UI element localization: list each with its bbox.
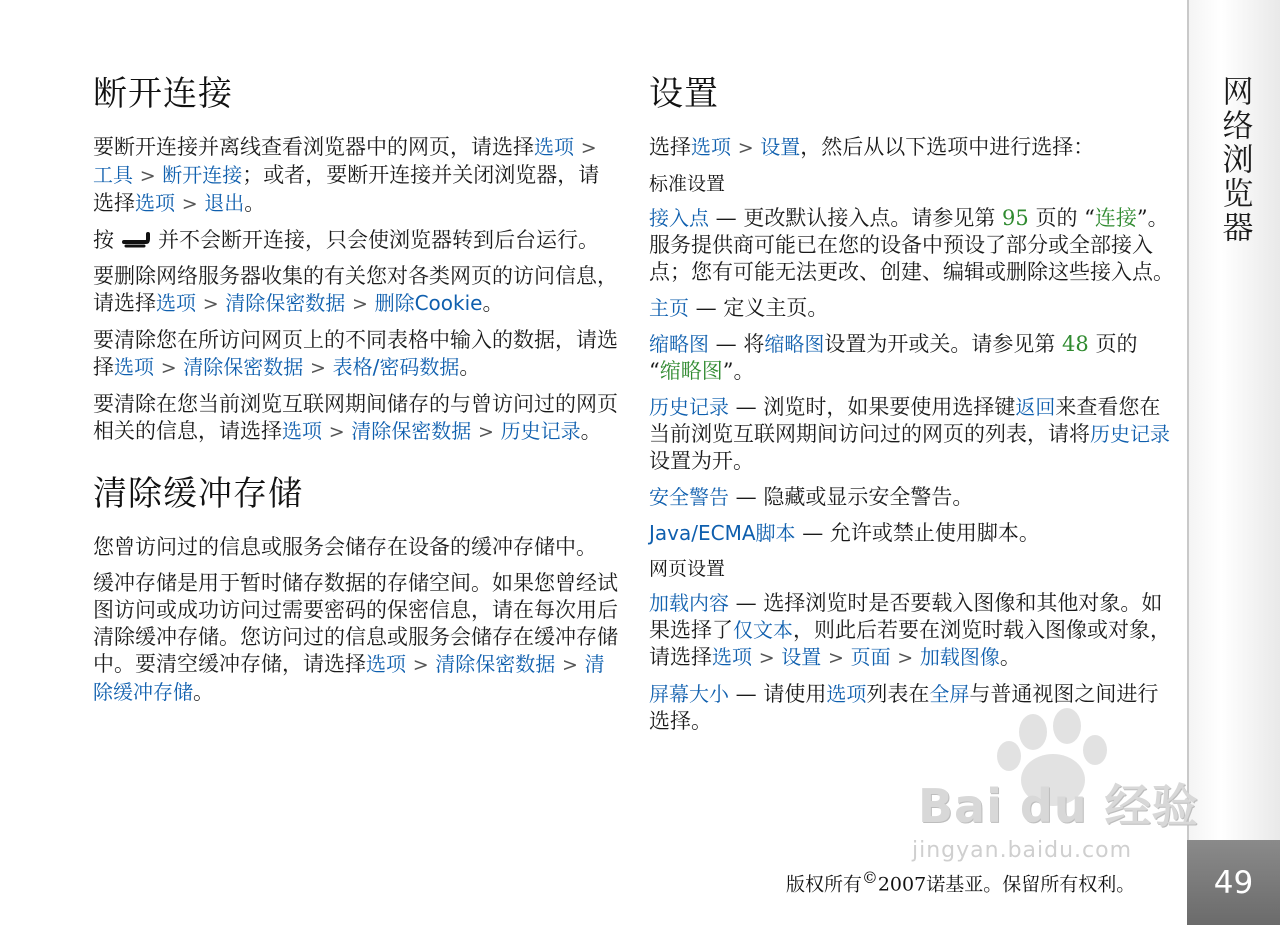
link-settings[interactable]: 设置 [781, 645, 822, 669]
text: ”。服务提供商可能已在您的设备中预设了部分或全部接入点；您有可能无法更改、创建、编辑或删除这些接入点。 [649, 206, 1174, 284]
link-form-password-data[interactable]: 表格/密码数据 [332, 355, 460, 379]
link-java-ecma-script[interactable]: Java/ECMA脚本 [649, 521, 796, 545]
para-history [93, 391, 620, 446]
separator: > [580, 137, 597, 159]
text: 与普通视图之间进行选择。 [649, 682, 1159, 733]
heading-clear-cache: 清除缓冲存储 [93, 474, 303, 514]
link-clear-private-data[interactable]: 清除保密数据 [225, 291, 346, 315]
text: — 更改默认接入点。请参见第 [709, 206, 1003, 230]
text: 。 [244, 191, 266, 215]
separator: > [412, 654, 429, 676]
page-number: 49 [1213, 865, 1254, 901]
link-back[interactable]: 返回 [1015, 395, 1056, 419]
separator: > [351, 293, 368, 315]
link-homepage[interactable]: 主页 [649, 296, 689, 320]
para-cache-2 [93, 570, 620, 706]
separator: > [737, 137, 754, 159]
link-clear-private-data[interactable]: 清除保密数据 [435, 652, 556, 676]
separator: > [181, 193, 198, 215]
link-screen-size[interactable]: 屏幕大小 [649, 682, 729, 706]
link-options[interactable]: 选项 [114, 355, 154, 379]
page-ref-number[interactable]: 95 [1002, 206, 1029, 230]
para-end-key [93, 227, 620, 254]
para-history-setting [649, 394, 1174, 475]
text: 。 [193, 680, 214, 704]
link-delete-cookie[interactable]: 删除Cookie [374, 291, 483, 315]
text: 列表在 [866, 682, 930, 706]
link-options[interactable]: 选项 [534, 135, 574, 159]
link-options[interactable]: 选项 [691, 135, 731, 159]
text: 。 [580, 419, 602, 443]
link-options[interactable]: 选项 [712, 645, 752, 669]
link-tools[interactable]: 工具 [93, 163, 133, 187]
text: 要断开连接并离线查看浏览器中的网页，请选择 [93, 135, 534, 159]
link-options[interactable]: 选项 [282, 419, 322, 443]
text: — 请使用 [729, 682, 827, 706]
para-load-content [649, 590, 1174, 672]
copyright-symbol: © [862, 868, 878, 887]
separator: > [477, 421, 494, 443]
link-options[interactable]: 选项 [826, 682, 867, 706]
link-history[interactable]: 历史记录 [649, 395, 729, 419]
text: 按 [93, 228, 114, 252]
chapter-title: 网络浏览器 [1216, 75, 1253, 245]
link-clear-private-data[interactable]: 清除保密数据 [351, 419, 472, 443]
text: 来查看您在当前浏览互联网期间访问过的网页的列表，请将 [649, 395, 1161, 446]
link-security-warnings[interactable]: 安全警告 [649, 485, 729, 509]
copyright-footer [786, 868, 1135, 896]
text: 设置为开或关。请参见第 [824, 332, 1063, 356]
text: — 隐藏或显示安全警告。 [729, 485, 974, 509]
link-full-screen[interactable]: 全屏 [929, 682, 970, 706]
separator: > [328, 421, 345, 443]
link-load-content[interactable]: 加载内容 [649, 591, 729, 615]
separator: > [160, 357, 177, 379]
para-security-warnings [649, 484, 1174, 511]
para-settings-intro [649, 134, 1174, 162]
para-minimap [649, 331, 1174, 385]
text: ，则此后若要在浏览时载入图像或对象，请选择 [649, 618, 1171, 669]
link-disconnect[interactable]: 断开连接 [162, 163, 243, 187]
link-text-only[interactable]: 仅文本 [733, 618, 793, 642]
link-clear-private-data[interactable]: 清除保密数据 [183, 355, 304, 379]
right-column [649, 68, 1174, 744]
text: 要删除网络服务器收集的有关您对各类网页的访问信息，请选择 [93, 264, 618, 315]
link-access-point[interactable]: 接入点 [649, 206, 709, 230]
link-load-images[interactable]: 加载图像 [919, 645, 1000, 669]
subheading-standard-settings: 标准设置 [649, 173, 726, 195]
para-disconnect-1 [93, 134, 620, 218]
text: 页的 “ [1028, 206, 1095, 230]
link-history[interactable]: 历史记录 [1090, 422, 1170, 446]
end-key-icon [120, 230, 152, 250]
link-clear-cache[interactable]: 清除缓冲存储 [93, 652, 605, 704]
text: 要清除您在所访问网页上的不同表格中输入的数据，请选择 [93, 328, 618, 379]
separator: > [139, 165, 156, 187]
page-ref-number[interactable]: 48 [1062, 332, 1089, 356]
link-options[interactable]: 选项 [366, 652, 406, 676]
separator: > [309, 357, 326, 379]
text: 要清除在您当前浏览互联网期间储存的与曾访问过的网页相关的信息，请选择 [93, 392, 618, 443]
left-column [93, 68, 620, 715]
heading-disconnect: 断开连接 [93, 74, 233, 114]
link-minimap[interactable]: 缩略图 [649, 332, 709, 356]
para-java-script [649, 520, 1174, 547]
heading-settings: 设置 [649, 74, 719, 114]
para-homepage [649, 295, 1174, 322]
text: — 允许或禁止使用脚本。 [795, 521, 1040, 545]
para-cache-1: 您曾访问过的信息或服务会储存在设备的缓冲存储中。 [93, 535, 597, 559]
text: — 浏览时，如果要使用选择键 [729, 395, 1016, 419]
watermark-brand: Bai du 经验 [918, 779, 1199, 833]
text: ，然后从以下选项中进行选择： [800, 135, 1095, 159]
text: — 选择浏览时是否要载入图像和其他对象。如果选择了 [649, 591, 1163, 642]
crossref-connect[interactable]: 连接 [1094, 206, 1137, 230]
para-forms [93, 327, 620, 382]
text: 设置为开。 [649, 449, 754, 473]
separator: > [897, 647, 914, 669]
para-access-point [649, 205, 1174, 286]
watermark-url: jingyan.baidu.com [912, 838, 1133, 863]
para-cookie [93, 263, 620, 318]
link-options[interactable]: 选项 [135, 191, 175, 215]
link-exit[interactable]: 退出 [204, 191, 245, 215]
text: — 将 [709, 332, 765, 356]
text: ”。 [722, 359, 755, 383]
separator: > [561, 654, 578, 676]
separator: > [758, 647, 775, 669]
text: 缓冲存储是用于暂时储存数据的存储空间。如果您曾经试图访问或成功访问过需要密码的保密信息，请在每次用后清除缓冲存储。您访问过的信息或服务会储存在缓冲存储中。要清空缓冲存储，请选择 [93, 571, 618, 676]
link-minimap[interactable]: 缩略图 [764, 332, 825, 356]
text: 并不会断开连接，只会使浏览器转到后台运行。 [158, 228, 599, 252]
separator: > [827, 647, 844, 669]
text: 。 [482, 291, 504, 315]
text: — 定义主页。 [689, 296, 829, 320]
separator: > [202, 293, 219, 315]
link-options[interactable]: 选项 [156, 291, 196, 315]
link-history[interactable]: 历史记录 [500, 419, 581, 443]
text: 选择 [649, 135, 691, 159]
text: ；或者，要断开连接并关闭浏览器，请选择 [93, 163, 600, 215]
link-page[interactable]: 页面 [850, 645, 891, 669]
subheading-page-settings: 网页设置 [649, 558, 726, 580]
text: 版权所有 [786, 873, 863, 896]
text: 页的 “ [649, 332, 1138, 383]
text: 。 [459, 355, 481, 379]
text: 2007诺基亚。保留所有权利。 [877, 873, 1136, 896]
crossref-minimap[interactable]: 缩略图 [659, 359, 723, 383]
link-settings[interactable]: 设置 [760, 135, 801, 159]
text: 。 [999, 645, 1021, 669]
